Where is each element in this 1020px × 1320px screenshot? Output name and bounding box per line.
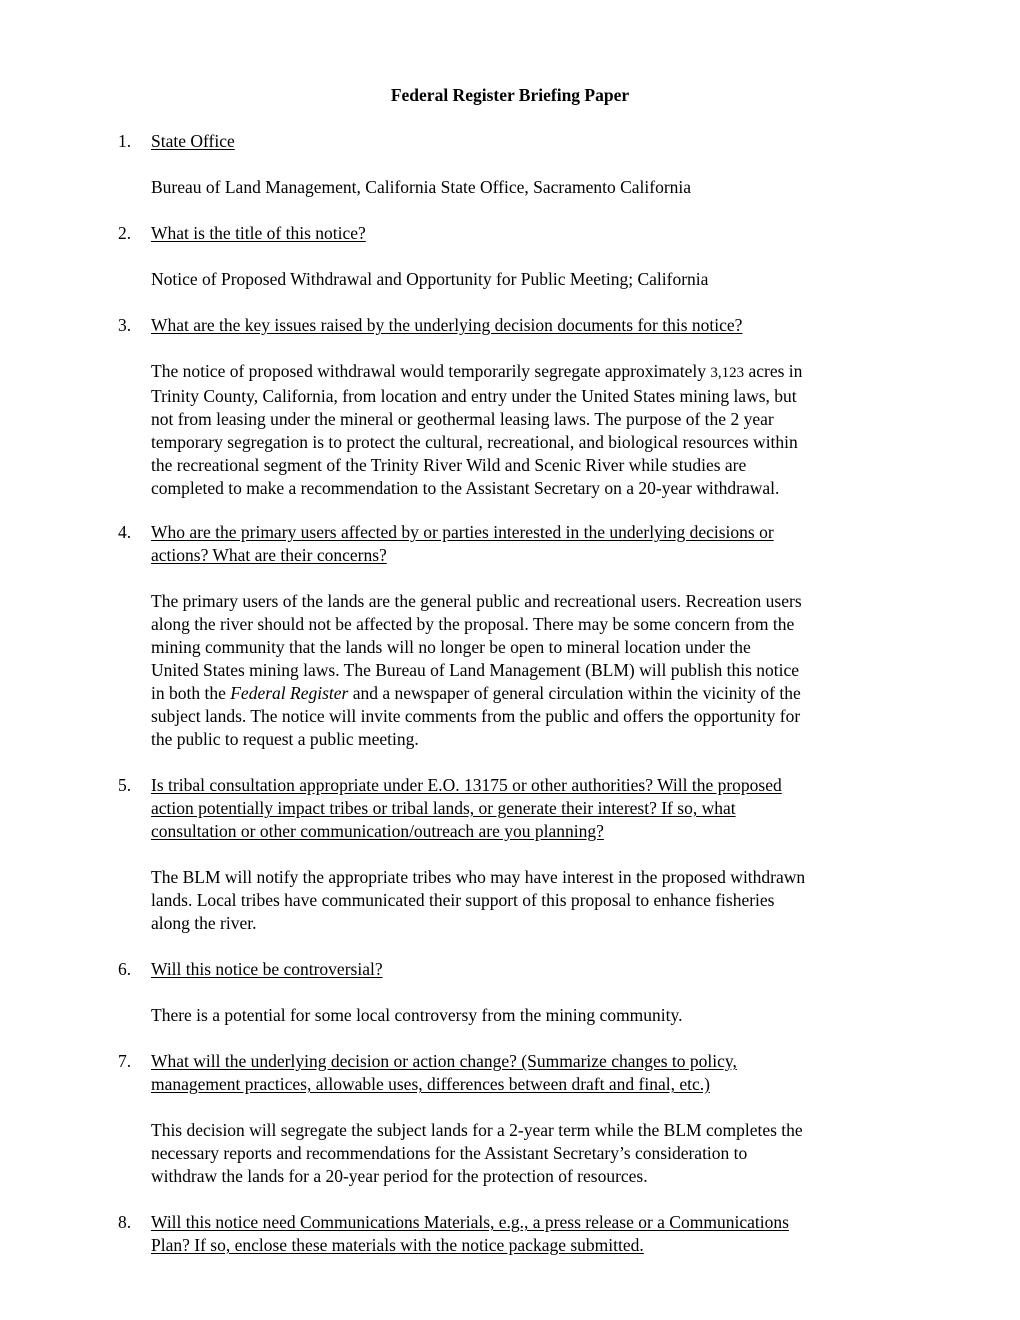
acres-value: 3,123 <box>710 365 745 381</box>
section-8-question: 8. Will this notice need Communications Materials, e.g., a press release or a Communications Plan? If so, enclose these materials with the notice package submitted. <box>118 1212 789 1255</box>
section-1-answer: Bureau of Land Management, California State Office, Sacramento California <box>151 177 692 197</box>
section-2-question: 2. What is the title of this notice? <box>118 223 366 243</box>
section-5-answer: The BLM will notify the appropriate tribes who may have interest in the proposed withdrawn lands. Local tribes have communicated their support of this proposal to enhance fisheries along the river. <box>151 867 806 933</box>
federal-register-italic: Federal Register <box>230 683 349 703</box>
section-4-answer: The primary users of the lands are the general public and recreational users. Recreation users along the river should not be affected by the proposal. There may be some concern from the mining community that the lands will no longer be open to mineral location under the United States mining laws. The Bureau of Land Management (BLM) will publish this notice in both the Federal Register and a newspaper of general circulation within the vicinity of the subject lands. The notice will invite comments from the public and offers the opportunity for the public to request a public meeting. <box>151 591 802 749</box>
section-2-answer: Notice of Proposed Withdrawal and Opportunity for Public Meeting; California <box>151 269 709 289</box>
section-7-answer: This decision will segregate the subject lands for a 2-year term while the BLM completes the necessary reports and recommendations for the Assistant Secretary’s consideration to withdraw the lands for a 20-year period for the protection of resources. <box>151 1120 803 1186</box>
section-6-answer: There is a potential for some local controversy from the mining community. <box>151 1005 683 1025</box>
section-4-question: 4. Who are the primary users affected by or parties interested in the underlying decisions or actions? What are their concerns? <box>118 522 774 565</box>
section-5-question: 5. Is tribal consultation appropriate under E.O. 13175 or other authorities? Will the proposed action potentially impact tribes or tribal lands, or generate their interest? If so, what consultation or other communication/outreach are you planning? <box>118 775 782 841</box>
section-3-answer: The notice of proposed withdrawal would temporarily segregate approximately 3,123 acres in Trinity County, California, from location and entry under the United States mining laws, but not from leasing under the mineral or geothermal leasing laws. The purpose of the 2 year temporary segregation is to protect the cultural, recreational, and biological resources within the recreational segment of the Trinity River Wild and Scenic River while studies are completed to make a recommendation to the Assistant Secretary on a 20-year withdrawal. <box>151 361 803 498</box>
section-1-question: 1. State Office <box>118 131 235 151</box>
section-3-question: 3. What are the key issues raised by the underlying decision documents for this notice? <box>118 315 743 335</box>
section-6-question: 6. Will this notice be controversial? <box>118 959 383 979</box>
document-title: Federal Register Briefing Paper <box>390 85 630 105</box>
section-7-question: 7. What will the underlying decision or action change? (Summarize changes to policy, management practices, allowable uses, differences between draft and final, etc.) <box>118 1051 737 1094</box>
